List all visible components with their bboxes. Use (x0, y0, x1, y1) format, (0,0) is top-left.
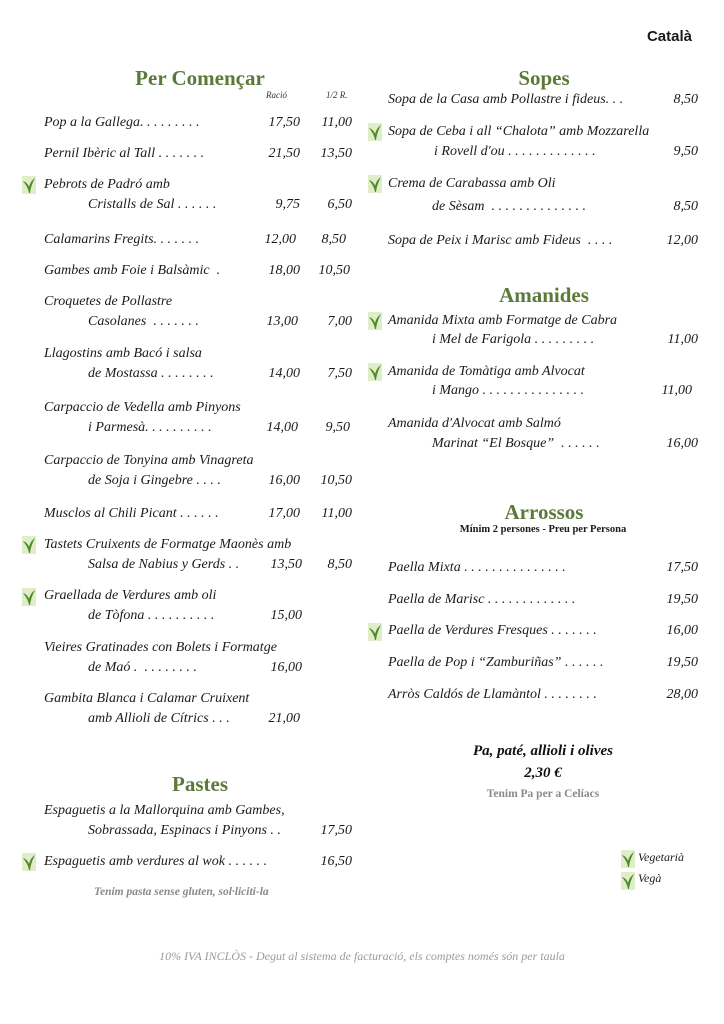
menu-item-name: Llagostins amb Bacó i salsa (44, 346, 202, 361)
menu-item-price: 14,00 (268, 366, 300, 381)
bread-offer: Pa, paté, allioli i olives (473, 743, 613, 759)
menu-item-price: 19,50 (666, 655, 698, 670)
menu-item-half-price: 6,50 (327, 197, 352, 212)
vegetarian-leaf-icon (368, 623, 382, 646)
menu-item-price: 11,00 (667, 332, 698, 347)
pasta-gluten-note: Tenim pasta sense gluten, sol·liciti-la (94, 886, 269, 898)
menu-item-price: 9,50 (673, 144, 698, 159)
menu-item-half-price: 11,00 (321, 506, 352, 521)
menu-item-price: 17,50 (666, 560, 698, 575)
menu-item-price: 14,00 (266, 420, 298, 435)
menu-item-price: 8,50 (673, 92, 698, 107)
menu-item-name: Sopa de la Casa amb Pollastre i fideus. . . (388, 92, 624, 107)
vegetarian-leaf-icon (368, 123, 382, 146)
menu-item-name-cont: Sobrassada, Espinacs i Pinyons . . (88, 823, 281, 838)
menu-item-half-price: 10,50 (320, 473, 352, 488)
menu-item-name: Carpaccio de Tonyina amb Vinagreta (44, 453, 254, 468)
menu-item-name: Sopa de Peix i Marisc amb Fideus . . . . (388, 233, 613, 248)
menu-item-price: 13,00 (266, 314, 298, 329)
column-header-racio: Ració (266, 90, 287, 100)
menu-item-name: Calamarins Fregits. . . . . . . (44, 232, 200, 247)
section-title-pastes: Pastes (172, 772, 228, 796)
menu-item-name-cont: de Mostassa . . . . . . . . (88, 366, 214, 381)
section-title-sopes: Sopes (518, 66, 570, 90)
section-title-arrossos: Arrossos (504, 500, 584, 524)
vegetarian-leaf-icon (368, 312, 382, 335)
vegan-leaf-icon (621, 872, 635, 895)
menu-item-price: 17,50 (268, 115, 300, 130)
menu-item-name: Paella de Pop i “Zamburiñas” . . . . . . (388, 655, 604, 670)
menu-item-name: Espaguetis a la Mallorquina amb Gambes, (44, 803, 285, 818)
menu-item-name-cont: i Mango . . . . . . . . . . . . . . . (432, 383, 585, 398)
menu-item-name: Graellada de Verdures amb oli (44, 588, 217, 603)
menu-item-half-price: 8,50 (327, 557, 352, 572)
menu-item-name: Gambes amb Foie i Balsàmic . (44, 263, 221, 278)
menu-item-price: 12,00 (264, 232, 296, 247)
menu-item-price: 19,50 (666, 592, 698, 607)
menu-item-name: Amanida Mixta amb Formatge de Cabra (388, 313, 618, 328)
menu-item-name: Espaguetis amb verdures al wok . . . . . . (44, 854, 267, 869)
vegetarian-leaf-icon (22, 588, 36, 611)
menu-item-price: 16,00 (666, 436, 698, 451)
menu-item-name: Pop a la Gallega. . . . . . . . . (44, 115, 200, 130)
vegetarian-leaf-icon (621, 850, 635, 873)
menu-item-half-price: 7,00 (327, 314, 352, 329)
vegetarian-leaf-icon (22, 536, 36, 559)
menu-item-name: Amanida d'Alvocat amb Salmó (388, 416, 561, 431)
menu-item-price: 9,75 (275, 197, 300, 212)
column-header-half: 1/2 R. (326, 90, 348, 100)
menu-item-price: 13,50 (270, 557, 302, 572)
menu-item-price: 17,50 (320, 823, 352, 838)
menu-item-name: Gambita Blanca i Calamar Cruixent (44, 691, 250, 706)
menu-item-name-cont: amb Allioli de Cítrics . . . (88, 711, 230, 726)
menu-item-name-cont: Casolanes . . . . . . . (88, 314, 199, 329)
vegetarian-leaf-icon (368, 363, 382, 386)
menu-item-name: Vieires Gratinades con Bolets i Formatge (44, 640, 277, 655)
menu-item-name-cont: de Soja i Gingebre . . . . (88, 473, 221, 488)
menu-item-price: 21,00 (268, 711, 300, 726)
menu-item-name: Paella Mixta . . . . . . . . . . . . . . . (388, 560, 566, 575)
menu-item-name-cont: de Tòfona . . . . . . . . . . (88, 608, 215, 623)
menu-item-half-price: 8,50 (321, 232, 346, 247)
menu-item-price: 17,00 (268, 506, 300, 521)
menu-item-name-cont: i Mel de Farigola . . . . . . . . . (432, 332, 595, 347)
menu-item-name: Pebrots de Padró amb (44, 177, 170, 192)
menu-item-price: 16,00 (268, 473, 300, 488)
menu-item-price: 16,00 (666, 623, 698, 638)
menu-item-name: Amanida de Tomàtiga amb Alvocat (388, 364, 585, 379)
menu-item-name: Musclos al Chili Picant . . . . . . (44, 506, 219, 521)
menu-item-name: Pernil Ibèric al Tall . . . . . . . (44, 146, 205, 161)
menu-item-name: Carpaccio de Vedella amb Pinyons (44, 400, 241, 415)
legend-vega: Vegà (638, 871, 662, 885)
menu-item-price: 21,50 (268, 146, 300, 161)
menu-item-half-price: 9,50 (325, 420, 350, 435)
menu-item-price: 16,00 (270, 660, 302, 675)
menu-item-name-cont: i Parmesà. . . . . . . . . . (88, 420, 212, 435)
arrossos-subtitle: Mínim 2 persones - Preu per Persona (459, 524, 627, 535)
vegetarian-leaf-icon (368, 175, 382, 198)
menu-item-half-price: 11,00 (321, 115, 352, 130)
menu-item-half-price: 13,50 (320, 146, 352, 161)
section-title-amanides: Amanides (499, 283, 589, 307)
menu-item-name-cont: de Sèsam . . . . . . . . . . . . . . (432, 199, 586, 214)
legend-vegetaria: Vegetarià (638, 850, 684, 864)
menu-item-name: Croquetes de Pollastre (44, 294, 173, 309)
menu-item-price: 8,50 (673, 199, 698, 214)
menu-item-name: Crema de Carabassa amb Oli (388, 176, 556, 191)
menu-item-price: 11,00 (661, 383, 692, 398)
menu-item-price: 15,00 (270, 608, 302, 623)
menu-item-half-price: 7,50 (327, 366, 352, 381)
menu-item-name: Paella de Verdures Fresques . . . . . . . (388, 623, 597, 638)
menu-item-price: 12,00 (666, 233, 698, 248)
menu-item-price: 18,00 (268, 263, 300, 278)
menu-item-name-cont: i Rovell d'ou . . . . . . . . . . . . . (434, 144, 596, 159)
menu-item-name-cont: Cristalls de Sal . . . . . . (88, 197, 217, 212)
menu-item-price: 28,00 (666, 687, 698, 702)
menu-item-price: 16,50 (320, 854, 352, 869)
menu-item-name: Arròs Caldós de Llamàntol . . . . . . . . (388, 687, 597, 702)
menu-item-name: Paella de Marisc . . . . . . . . . . . . . (388, 592, 576, 607)
menu-item-name: Sopa de Ceba i all “Chalota” amb Mozzarella (388, 124, 650, 139)
menu-item-name-cont: Salsa de Nabius y Gerds . . (88, 557, 240, 572)
menu-item-name-cont: Marinat “El Bosque” . . . . . . (432, 436, 600, 451)
menu-item-half-price: 10,50 (318, 263, 350, 278)
language-label: Català (646, 28, 692, 45)
celiac-bread-note: Tenim Pa per a Celíacs (486, 788, 600, 800)
bread-price: 2,30 € (524, 765, 562, 781)
vegetarian-leaf-icon (22, 853, 36, 876)
footer-tax-note: 10% IVA INCLÒS - Degut al sistema de facturació, els comptes només són per taula (159, 949, 565, 963)
menu-item-name-cont: de Maó . . . . . . . . . (88, 660, 197, 675)
section-title-per-comencar: Per Començar (135, 66, 265, 90)
vegetarian-leaf-icon (22, 176, 36, 199)
menu-item-name: Tastets Cruixents de Formatge Maonès amb (44, 537, 292, 552)
